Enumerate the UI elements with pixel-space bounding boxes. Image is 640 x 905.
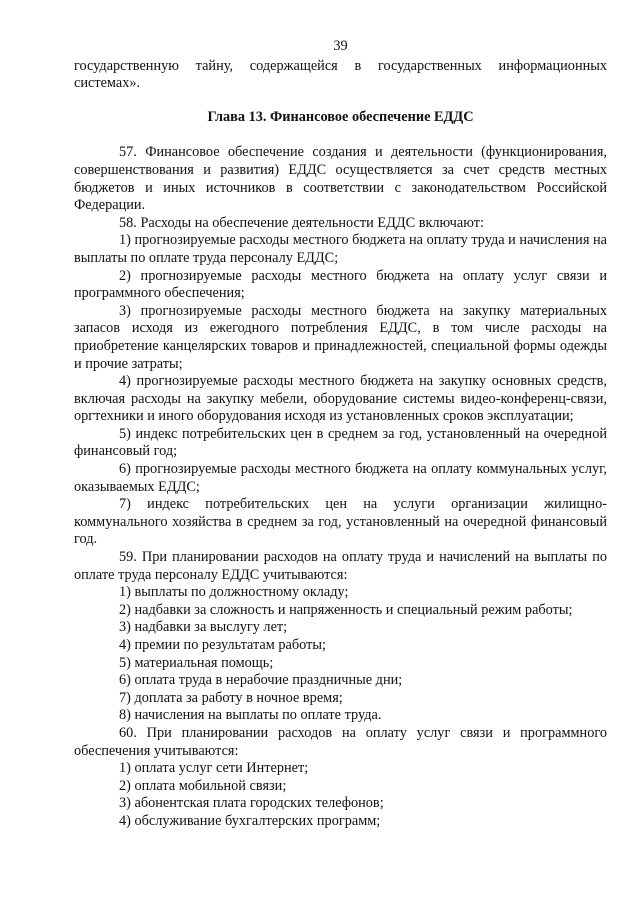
- list-item: 1) прогнозируемые расходы местного бюджета на оплату труда и начисления на выплаты по оплате труда персоналу ЕДДС;: [74, 232, 607, 266]
- list-item: 4) премии по результатам работы;: [119, 637, 326, 653]
- list-item: 5) индекс потребительских цен в среднем за год, установленный на очередной финансовый год;: [74, 425, 607, 460]
- list-item: 6) оплата труда в нерабочие праздничные дни;: [119, 672, 403, 689]
- paragraph-58: 58. Расходы на обеспечение деятельности ЕДДС включают:: [119, 214, 484, 231]
- list-item: 4) прогнозируемые расходы местного бюджета на закупку основных средств, включая расходы на закупку мебели, оборудование системы видео-конференц-связи, оргтехники и иного оборудования исходя из установленных сроков эксплуатации;: [74, 373, 607, 425]
- list-item: 4) обслуживание бухгалтерских программ;: [119, 812, 381, 829]
- list-item: 1) оплата услуг сети Интернет;: [119, 760, 309, 777]
- list-item: 7) доплата за работу в ночное время;: [119, 689, 343, 706]
- paragraph-57: 57. Финансовое обеспечение создания и деятельности (функционирования, совершенствования и развития) ЕДДС осуществляется за счет средств местных бюджетов и иных источников в соответствии с законодательством Российской Федерации.: [74, 144, 607, 214]
- list-item: 3) надбавки за выслугу лет;: [119, 619, 288, 636]
- paragraph-59: 59. При планировании расходов на оплату труда и начислений на выплаты по оплате труда персоналу ЕДДС учитываются:: [74, 549, 607, 583]
- intro-continuation: государственную тайну, содержащейся в государственных информационных системах».: [74, 57, 607, 92]
- list-item: 1) выплаты по должностному окладу;: [119, 584, 349, 601]
- list-item: 8) начисления на выплаты по оплате труда.: [119, 707, 382, 724]
- list-item: 6) прогнозируемые расходы местного бюджета на оплату коммунальных услуг, оказываемых ЕДДС;: [74, 461, 607, 495]
- list-item: 2) оплата мобильной связи;: [119, 777, 287, 794]
- list-item: 5) материальная помощь;: [119, 654, 274, 671]
- list-item: 3) абонентская плата городских телефонов;: [119, 795, 384, 812]
- list-item: 2) прогнозируемые расходы местного бюджета на оплату услуг связи и программного обеспечения;: [74, 267, 607, 302]
- list-item: 7) индекс потребительских цен на услуги организации жилищно-коммунального хозяйства в среднем за год, установленный на очередной финансовый год.: [74, 496, 607, 548]
- list-item: 2) надбавки за сложность и напряженность и специальный режим работы;: [119, 601, 573, 618]
- paragraph-60: 60. При планировании расходов на оплату услуг связи и программного обеспечения учитываются:: [74, 724, 607, 759]
- list-item: 3) прогнозируемые расходы местного бюджета на закупку материальных запасов исходя из ежегодного потребления ЕДДС, в том числе расходы на приобретение канцелярских товаров и принадлежностей, специальной формы одежды и прочие затраты;: [74, 302, 607, 372]
- chapter-title: Глава 13. Финансовое обеспечение ЕДДС: [207, 108, 474, 125]
- page-number: 39: [333, 38, 348, 54]
